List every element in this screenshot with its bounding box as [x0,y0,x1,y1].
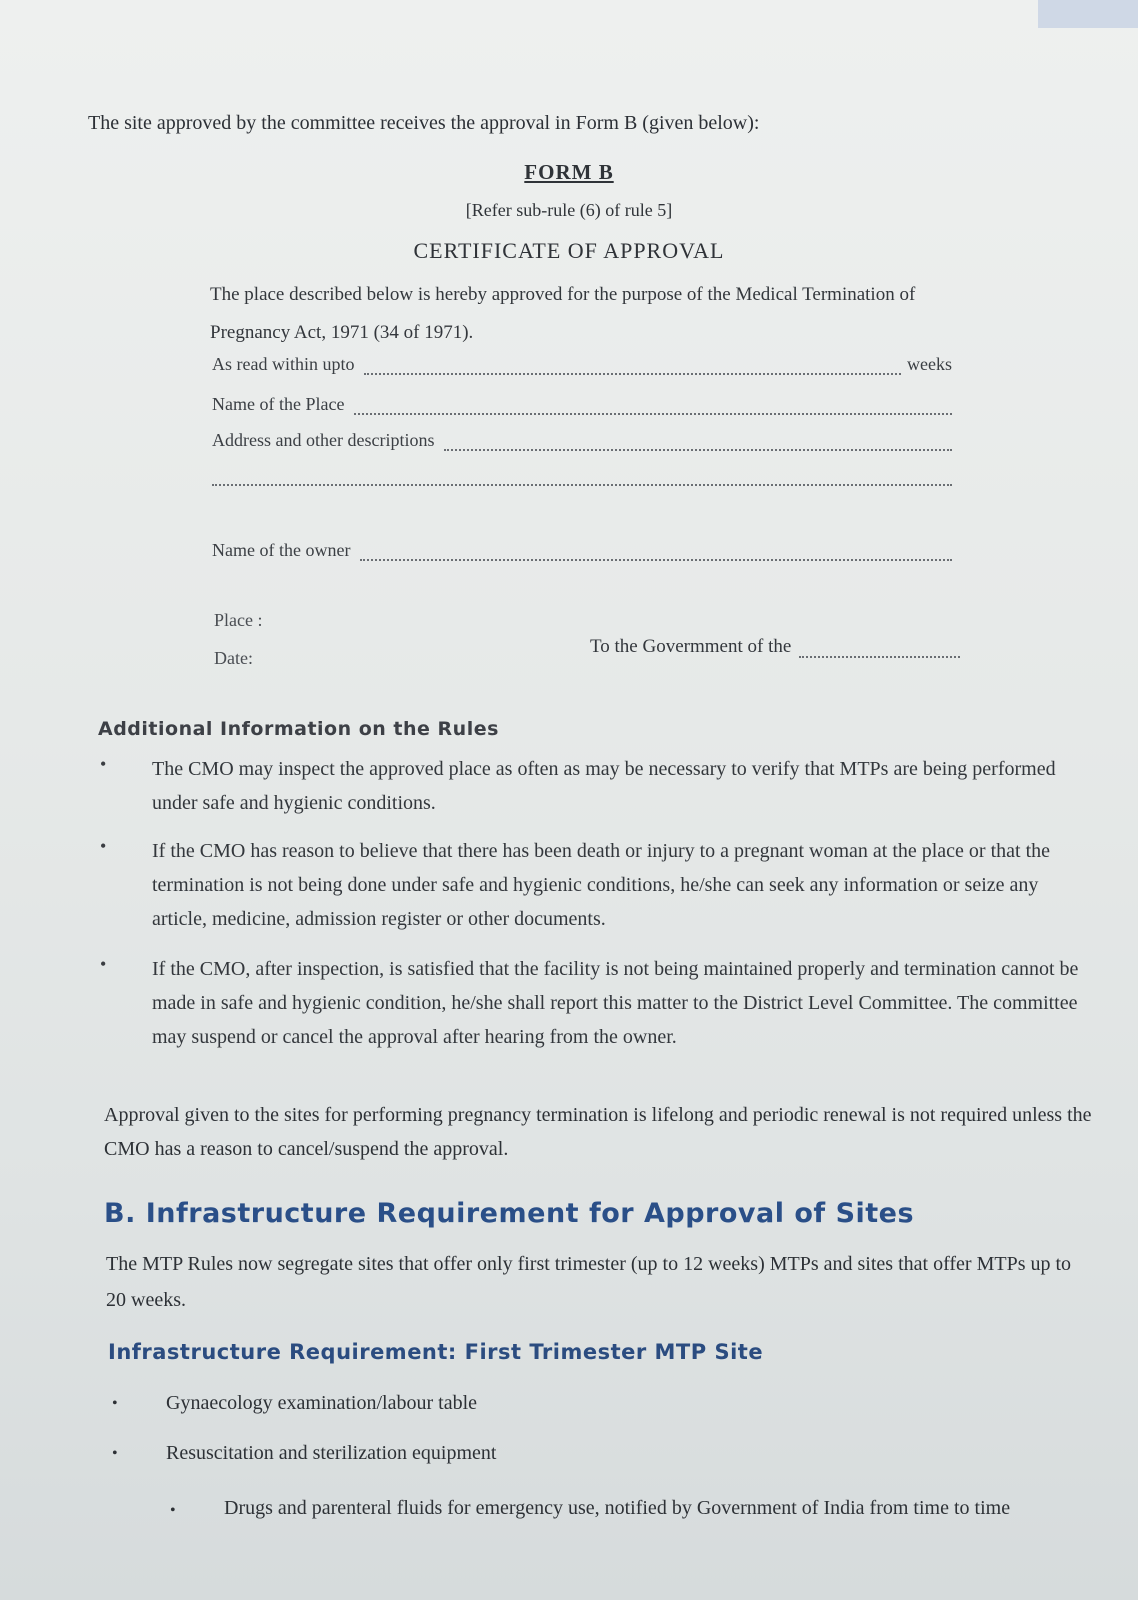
place-name-field [212,394,952,415]
requirement-text: Drugs and parenteral fluids for emergency use, notified by Government of India from time to time [224,1497,1011,1519]
list-item [100,752,1090,820]
place-name-label: Name of the Place [212,394,345,414]
intro-text: The site approved by the committee receives the approval in Form B (given below): [88,112,760,134]
certificate-title: CERTIFICATE OF APPROVAL [413,238,725,263]
list-item [112,1442,496,1465]
approval-note: Approval given to the sites for performing pregnancy termination is lifelong and periodic renewal is not required unless the CMO has a reason to cancel/suspend the approval. [104,1104,1092,1160]
government-field [590,636,960,658]
infrastructure-subheading: Infrastructure Requirement: First Trimester MTP Site [108,1340,764,1364]
list-item [112,1392,477,1415]
list-item [170,1490,1070,1529]
bullet-icon: • [100,836,107,856]
additional-info-heading: Additional Information on the Rules [98,718,499,740]
form-title: FORM B [524,160,614,184]
blank-line [354,397,952,415]
list-item [100,952,1090,1054]
place-label: Place : [214,610,263,630]
bullet-icon: • [170,1502,176,1519]
rule-text: If the CMO, after inspection, is satisfied that the facility is not being maintained properly and termination cannot be made in safe and hygienic condition, he/she shall report this matter to the District Level Committee. The committee may suspend or cancel the approval after hearing from the owner. [152,958,1079,1048]
weeks-label: weeks [907,354,952,374]
blank-line [212,468,952,486]
owner-field [212,540,952,561]
rule-text: If the CMO has reason to believe that there has been death or injury to a pregnant woman at the place or that the termination is not being done under safe and hygienic conditions, he/she can seek any information or seize any article, medicine, admission register or other documents. [152,840,1051,930]
bullet-icon: • [112,1395,118,1412]
blank-line [799,642,960,658]
address-continuation-field [212,468,952,486]
rule-text: The CMO may inspect the approved place as often as may be necessary to verify that MTPs are being performed under safe and hygienic conditions. [152,758,1056,814]
read-within-field [212,354,952,375]
address-field [212,430,952,451]
form-reference: [Refer sub-rule (6) of rule 5] [465,200,673,220]
page-corner-tab [1038,0,1138,28]
date-label: Date: [214,648,253,668]
blank-line [444,433,952,451]
government-label: To the Govermment of the [590,636,792,657]
owner-label: Name of the owner [212,540,351,560]
requirement-text: Resuscitation and sterilization equipment [166,1442,497,1464]
certificate-body: The place described below is hereby approved for the purpose of the Medical Termination of Pregnancy Act, 1971 (34 of 1971). [210,284,916,343]
bullet-icon: • [100,754,107,774]
list-item [100,834,1090,936]
requirement-text: Gynaecology examination/labour table [166,1392,478,1414]
section-b-heading: B. Infrastructure Requirement for Approval of Sites [104,1198,915,1229]
blank-line [360,543,952,561]
read-within-label: As read within upto [212,354,355,374]
address-label: Address and other descriptions [212,430,435,450]
section-b-text: The MTP Rules now segregate sites that offer only first trimester (up to 12 weeks) MTPs and sites that offer MTPs up to 20 weeks. [106,1253,1072,1311]
bullet-icon: • [100,954,107,974]
bullet-icon: • [112,1445,118,1462]
blank-line [364,357,901,375]
